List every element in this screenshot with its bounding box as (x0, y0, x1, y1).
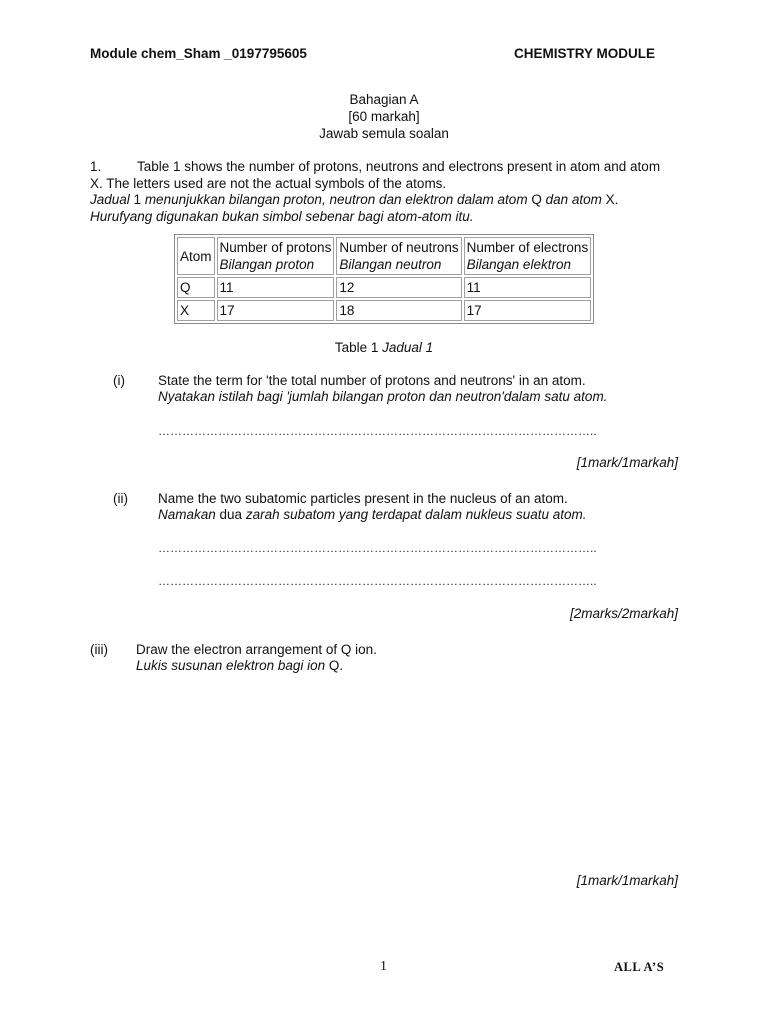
table-header-cell: Atom (177, 237, 215, 275)
ms-text-dan-atom: dan atom (545, 192, 602, 207)
module-header-right: CHEMISTRY MODULE (514, 46, 656, 61)
part-iii-marks: [1mark/1markah] (576, 873, 678, 888)
ms-atom-q: Q (527, 192, 546, 207)
part-ii-label: (ii) (113, 491, 128, 506)
part-ii-text-en: Name the two subatomic particles present in the nucleus of an atom. (158, 491, 568, 506)
section-marks: [60 markah] (348, 109, 420, 124)
part-ii-text-ms: Namakan dua zarah subatom yang terdapat dalam nukleus suatu atom. (158, 507, 587, 522)
table-cell: 11 (217, 277, 335, 298)
part-ii-marks: [2marks/2markah] (569, 606, 678, 621)
answer-line[interactable]: ……………………………………………………………………………………………….. (158, 574, 597, 588)
question-text-ms-line2: Hurufyang digunakan bukan simbol sebenar bagi atom-atom itu. (90, 209, 474, 224)
footer-right-text: ALL A’S (614, 960, 665, 974)
table-cell: 17 (217, 300, 335, 321)
part-iii-label: (iii) (90, 642, 108, 657)
atom-data-table (174, 234, 594, 324)
table-cell: 12 (336, 277, 461, 298)
table-row (177, 277, 591, 298)
question-text-en-line1: Table 1 shows the number of protons, neutrons and electrons present in atom and atom (137, 159, 661, 174)
question-text-ms-line1 (90, 192, 618, 207)
table-cell: 17 (464, 300, 592, 321)
part-i-text-ms: Nyatakan istilah bagi 'jumlah bilangan proton dan neutron'dalam satu atom. (158, 389, 608, 404)
table-row (177, 300, 591, 321)
table-header-row (177, 237, 591, 275)
ms-atom-x: X. (601, 192, 619, 207)
ms-word-jadual: Jadual (90, 192, 130, 207)
table-header-cell: Number of electrons Bilangan elektron (464, 237, 592, 275)
part-iii-text-en: Draw the electron arrangement of Q ion. (136, 642, 377, 657)
drawing-area[interactable] (136, 690, 680, 860)
section-title: Bahagian A (349, 92, 419, 107)
part-iii-text-ms: Lukis susunan elektron bagi ion Q. (136, 658, 344, 673)
section-instruction: Jawab semula soalan (319, 126, 449, 141)
question-number: 1. (90, 159, 102, 174)
table-header-cell: Number of protons Bilangan proton (217, 237, 335, 275)
table-cell: Q (177, 277, 215, 298)
table-caption: Table 1 Jadual 1 (334, 340, 434, 355)
table-cell: 18 (336, 300, 461, 321)
ms-table-number: 1 (129, 192, 145, 207)
module-header-left: Module chem_Sham _0197795605 (90, 46, 307, 61)
part-i-text-en: State the term for 'the total number of protons and neutrons' in an atom. (158, 373, 586, 388)
question-text-en-line2: X. The letters used are not the actual symbols of the atoms. (90, 176, 447, 191)
part-i-marks: [1mark/1markah] (576, 455, 678, 470)
table-header-cell: Number of neutrons Bilangan neutron (336, 237, 461, 275)
part-i-label: (i) (113, 373, 125, 388)
answer-line[interactable]: ……………………………………………………………………………………………….. (158, 424, 597, 438)
table-cell: X (177, 300, 215, 321)
ms-text-part: menunjukkan bilangan proton, neutron dan elektron dalam atom (144, 192, 528, 207)
answer-line[interactable]: ……………………………………………………………………………………………….. (158, 541, 597, 555)
table-cell: 11 (464, 277, 592, 298)
page-number: 1 (380, 959, 387, 974)
